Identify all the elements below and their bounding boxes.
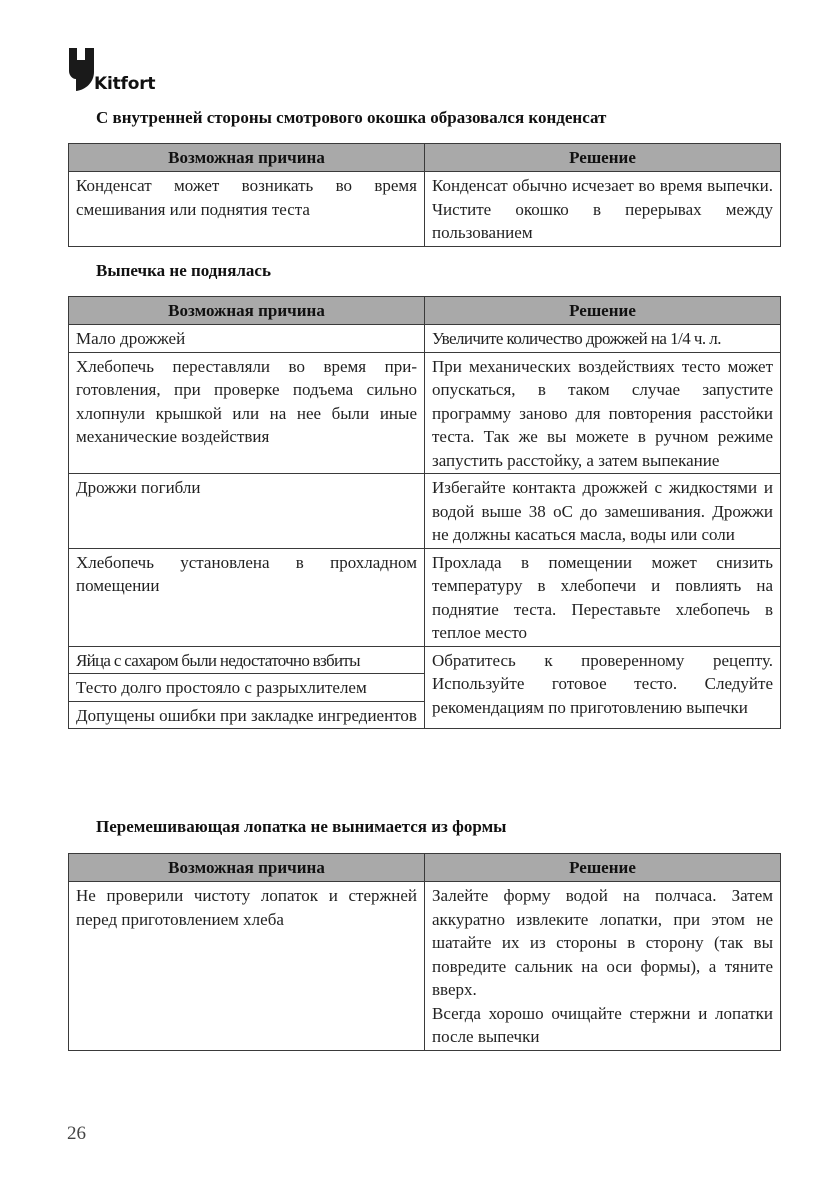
column-header-solution: Решение [425, 297, 781, 325]
table-condensate [68, 143, 781, 247]
table-row [69, 882, 781, 1051]
table-row [69, 352, 781, 474]
solution-cell: Обратитесь к проверенному рецепту. Используйте готовое тесто. Следуйте рекомендациям по приготовлению выпечки [425, 646, 781, 729]
solution-paragraph: Всегда хорошо очищайте стержни и лопатки после выпечки [432, 1003, 773, 1046]
solution-paragraph: Залейте форму водой на полчаса. Затем аккуратно извлеките лопатки, при этом не шатайте их из стороны в сторону (так вы повредите сальник на оси формы), а тяните вверх. [432, 886, 773, 999]
cause-cell: Яйца с сахаром были недостаточно взбиты [69, 646, 425, 674]
solution-cell: Прохлада в помещении может снизить температуру в хлебопечи и повлиять на поднятие теста. Переставьте хлебопечь в теплое место [425, 548, 781, 646]
column-header-solution: Решение [425, 854, 781, 882]
table-row [69, 646, 781, 674]
brand-name: Kitfort [94, 74, 156, 94]
solution-cell: Конденсат обычно исчезает во время выпечки. Чистите окошко в перерывах между пользованием [425, 172, 781, 247]
brand-logo [67, 46, 177, 96]
cause-cell: Дрожжи погибли [69, 474, 425, 549]
column-header-cause: Возможная причина [69, 144, 425, 172]
solution-cell: Избегайте контакта дрожжей с жидкостями и водой выше 38 оС до замешивания. Дрожжи не должны касаться масла, воды или соли [425, 474, 781, 549]
solution-cell: Увеличите количество дрожжей на 1/4 ч. л. [425, 325, 781, 353]
column-header-solution: Решение [425, 144, 781, 172]
solution-cell [425, 882, 781, 1051]
kitfort-logo-mark-icon [67, 46, 97, 94]
cause-cell: Тесто долго простояло с разрыхлителем [69, 674, 425, 702]
table-row [69, 548, 781, 646]
cause-cell: Не проверили чистоту лопаток и стержней перед приготовлением хлеба [69, 882, 425, 1051]
table-paddle-stuck [68, 853, 781, 1051]
cause-cell: Хлебопечь установлена в прохладном помещении [69, 548, 425, 646]
section-title-not-risen: Выпечка не поднялась [96, 261, 271, 280]
section-title-condensate: С внутренней стороны смотрового окошка образовался конденсат [96, 108, 607, 127]
section-title-paddle-stuck: Перемешивающая лопатка не вынимается из формы [96, 817, 507, 836]
table-not-risen [68, 296, 781, 729]
table-row [69, 325, 781, 353]
table-row [69, 172, 781, 247]
cause-cell: Мало дрожжей [69, 325, 425, 353]
column-header-cause: Возможная причина [69, 297, 425, 325]
page-number: 26 [67, 1123, 86, 1144]
cause-cell: Хлебопечь переставляли во время приготовления, при проверке подъема сильно хлопнули крышкой или на нее были иные механические воздействия [69, 352, 425, 474]
solution-cell: При механических воздействиях тесто может опускаться, в таком случае запустите программу заново для повторения расстойки теста. Так же вы можете в ручном режиме запустить расстойку, а затем выпекание [425, 352, 781, 474]
table-row [69, 474, 781, 549]
cause-cell: Допущены ошибки при закладке ингредиентов [69, 701, 425, 729]
column-header-cause: Возможная причина [69, 854, 425, 882]
cause-cell: Конденсат может возникать во время смешивания или поднятия теста [69, 172, 425, 247]
